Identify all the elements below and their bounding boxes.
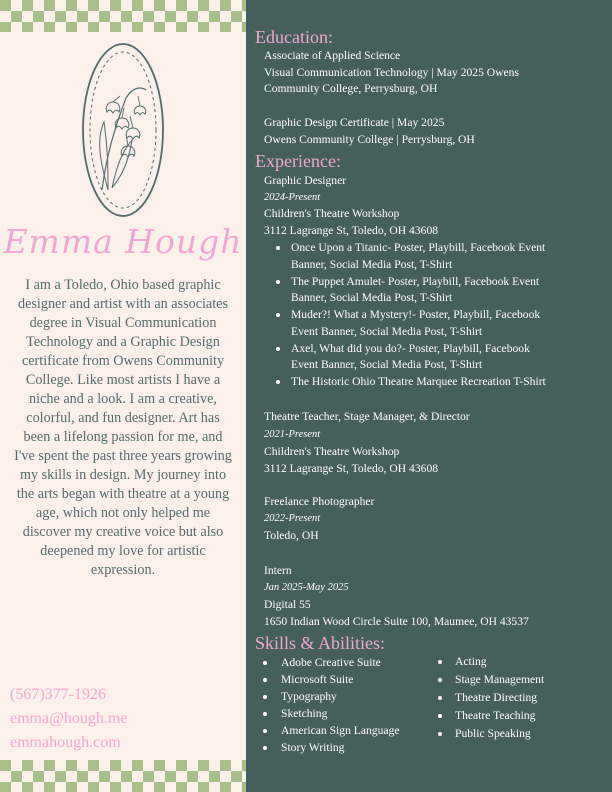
certificate-title: Graphic Design Certificate | May 2025 <box>264 116 445 129</box>
skill-item: Public Speaking <box>455 727 531 740</box>
bullet-dot <box>438 696 442 700</box>
checker-square <box>110 782 121 792</box>
checker-square <box>154 760 165 771</box>
checker-square <box>121 22 132 32</box>
checker-square <box>231 11 242 22</box>
checker-square <box>154 22 165 32</box>
job-org: Digital 55 <box>264 598 311 611</box>
checker-square <box>77 22 88 32</box>
checker-square <box>55 0 66 11</box>
list-item-continuation: Banner, Social Media Post, T-Shirt <box>291 258 453 271</box>
checker-square <box>132 760 143 771</box>
checker-square <box>11 22 22 32</box>
list-item-continuation: Banner, Social Media Post, T-Shirt <box>291 291 453 304</box>
checker-square <box>44 771 55 782</box>
experience-heading: Experience: <box>255 151 341 171</box>
list-item: Axel, What did you do?- Poster, Playbill, Facebook <box>291 342 530 355</box>
checker-square <box>44 11 55 22</box>
checker-square <box>110 771 121 782</box>
checker-square <box>154 11 165 22</box>
job-dates: 2021-Present <box>264 429 321 440</box>
list-item: Muder?! What a Mystery!- Poster, Playbill, Facebook <box>291 308 541 321</box>
skill-item: Theatre Directing <box>455 691 538 704</box>
checker-square <box>187 771 198 782</box>
checker-square <box>143 771 154 782</box>
checker-square <box>187 11 198 22</box>
sidebar <box>0 0 246 792</box>
bio-paragraph: I am a Toledo, Ohio based graphic designer and artist with an associates degree in Visual Communication Technology and a Graphic Design certificate from Owens Community College. Like most artists I have a niche and a look. I am a creative, colorful, and fun designer. Art has been a lifelong passion for me, and I've spent the past three years growing my skills in design. My journey into the arts began with theatre at a young age, which not only helped me discover my creative voice but also deepened my love for artistic expression. <box>14 277 232 578</box>
skill-item: Microsoft Suite <box>281 673 354 686</box>
checker-square <box>66 771 77 782</box>
skill-item: Stage Management <box>455 673 545 686</box>
checker-square <box>99 22 110 32</box>
degree-detail: Visual Communication Technology | May 2025 Owens <box>264 66 519 79</box>
checker-square <box>209 782 220 792</box>
checker-square <box>231 782 242 792</box>
checker-square <box>187 760 198 771</box>
job-title: Graphic Designer <box>264 174 347 187</box>
job-location: 3112 Lagrange St, Toledo, OH 43608 <box>264 224 439 237</box>
bullet-dot <box>438 660 442 664</box>
job-location: 1650 Indian Wood Circle Suite 100, Maumee, OH 43537 <box>264 615 529 628</box>
checker-square <box>33 0 44 11</box>
checker-square <box>55 760 66 771</box>
checker-square <box>165 771 176 782</box>
checker-square <box>66 782 77 792</box>
checker-square <box>22 0 33 11</box>
checker-square <box>143 22 154 32</box>
list-item: The Puppet Amulet- Poster, Playbill, Facebook Event <box>291 275 540 288</box>
checker-square <box>209 760 220 771</box>
checker-square <box>220 0 231 11</box>
checker-square <box>165 11 176 22</box>
job-dates: 2024-Present <box>264 192 321 203</box>
checker-square <box>165 760 176 771</box>
skills-heading: Skills & Abilities: <box>255 633 386 653</box>
job-dates: Jan 2025-May 2025 <box>264 582 349 593</box>
checker-square <box>88 0 99 11</box>
checker-square <box>143 782 154 792</box>
checker-square <box>77 11 88 22</box>
checker-square <box>99 11 110 22</box>
checker-square <box>165 0 176 11</box>
checker-square <box>99 0 110 11</box>
job-title: Intern <box>264 564 292 577</box>
checker-square <box>220 11 231 22</box>
checker-square <box>143 760 154 771</box>
checker-square <box>11 771 22 782</box>
checker-square <box>220 760 231 771</box>
checker-square <box>176 0 187 11</box>
checker-square <box>33 771 44 782</box>
checker-square <box>165 22 176 32</box>
bullet-dot <box>263 661 267 665</box>
checker-square <box>198 760 209 771</box>
checker-square <box>231 771 242 782</box>
list-item-continuation: Event Banner, Social Media Post, T-Shirt <box>291 358 483 371</box>
checker-square <box>187 0 198 11</box>
checker-square <box>110 11 121 22</box>
checker-square <box>99 760 110 771</box>
checker-square <box>88 782 99 792</box>
checker-square <box>209 0 220 11</box>
checker-square <box>176 11 187 22</box>
checker-square <box>55 11 66 22</box>
checker-square <box>0 771 11 782</box>
job-org: Toledo, OH <box>264 529 319 542</box>
checker-square <box>198 0 209 11</box>
checker-square <box>55 771 66 782</box>
person-name: Emma Hough <box>3 222 243 261</box>
checker-square <box>198 11 209 22</box>
job-location: 3112 Lagrange St, Toledo, OH 43608 <box>264 462 439 475</box>
checker-square <box>33 22 44 32</box>
checker-square <box>22 771 33 782</box>
skill-item: Acting <box>455 655 487 668</box>
certificate-detail: Owens Community College | Perrysburg, OH <box>264 133 475 146</box>
checker-square <box>198 22 209 32</box>
skill-item: Sketching <box>281 707 328 720</box>
checker-square <box>209 11 220 22</box>
checker-square <box>187 22 198 32</box>
checker-square <box>11 782 22 792</box>
checker-square <box>77 760 88 771</box>
checker-square <box>22 760 33 771</box>
job-title: Theatre Teacher, Stage Manager, & Director <box>264 410 470 423</box>
checker-square <box>88 22 99 32</box>
checker-square <box>88 11 99 22</box>
degree-detail: Community College, Perrysburg, OH <box>264 82 438 95</box>
checker-square <box>121 0 132 11</box>
checker-square <box>220 22 231 32</box>
checker-square <box>22 22 33 32</box>
checker-square <box>231 22 242 32</box>
checker-square <box>220 782 231 792</box>
bullet-dot <box>276 313 280 317</box>
checker-square <box>66 0 77 11</box>
checker-square <box>176 771 187 782</box>
checker-square <box>22 11 33 22</box>
checker-square <box>44 760 55 771</box>
checker-square <box>44 0 55 11</box>
bullet-dot <box>438 732 442 736</box>
checker-square <box>11 11 22 22</box>
checker-square <box>110 0 121 11</box>
checker-border-bottom <box>0 760 246 792</box>
lily-of-the-valley-oval-emblem-icon <box>78 40 168 220</box>
checker-square <box>99 782 110 792</box>
checker-square <box>121 771 132 782</box>
skill-item: Typography <box>281 690 337 703</box>
checker-square <box>11 0 22 11</box>
checker-square <box>77 771 88 782</box>
list-item: The Historic Ohio Theatre Marquee Recreation T-Shirt <box>291 375 546 388</box>
education-heading: Education: <box>255 27 333 47</box>
checker-square <box>88 760 99 771</box>
checker-square <box>132 0 143 11</box>
checker-square <box>33 782 44 792</box>
checker-square <box>55 22 66 32</box>
checker-square <box>11 760 22 771</box>
checker-square <box>165 782 176 792</box>
degree-title: Associate of Applied Science <box>264 49 401 62</box>
checker-square <box>0 0 11 11</box>
job-org: Children's Theatre Workshop <box>264 207 400 220</box>
skill-item: Adobe Creative Suite <box>281 656 381 669</box>
checker-square <box>209 771 220 782</box>
bullet-dot <box>263 678 267 682</box>
checker-square <box>33 760 44 771</box>
checker-square <box>132 771 143 782</box>
bullet-dot <box>276 347 280 351</box>
checker-square <box>66 11 77 22</box>
checker-square <box>55 782 66 792</box>
checker-square <box>0 11 11 22</box>
checker-square <box>66 22 77 32</box>
checker-square <box>110 22 121 32</box>
checker-square <box>132 22 143 32</box>
checker-square <box>187 782 198 792</box>
job-dates: 2022-Present <box>264 513 321 524</box>
checker-square <box>176 22 187 32</box>
list-item-continuation: Event Banner, Social Media Post, T-Shirt <box>291 325 483 338</box>
checker-square <box>44 22 55 32</box>
checker-square <box>176 760 187 771</box>
checker-square <box>66 760 77 771</box>
skill-item: American Sign Language <box>281 724 400 737</box>
checker-square <box>154 782 165 792</box>
checker-border-top <box>0 0 246 32</box>
checker-square <box>0 782 11 792</box>
checker-square <box>176 782 187 792</box>
email-link[interactable]: emma@hough.me <box>10 710 128 727</box>
checker-square <box>22 782 33 792</box>
checker-square <box>0 22 11 32</box>
checker-square <box>33 11 44 22</box>
bullet-dot <box>276 380 280 384</box>
checker-square <box>110 760 121 771</box>
checker-square <box>198 782 209 792</box>
checker-square <box>132 782 143 792</box>
checker-square <box>121 782 132 792</box>
checker-square <box>77 0 88 11</box>
bullet-dot <box>263 729 267 733</box>
checker-square <box>143 11 154 22</box>
list-item: Once Upon a Titanic- Poster, Playbill, Facebook Event <box>291 241 546 254</box>
checker-square <box>154 0 165 11</box>
website-link[interactable]: emmahough.com <box>10 734 121 751</box>
checker-square <box>231 760 242 771</box>
job-title: Freelance Photographer <box>264 495 375 508</box>
checker-square <box>77 782 88 792</box>
bullet-dot <box>276 280 280 284</box>
checker-square <box>121 760 132 771</box>
checker-square <box>231 0 242 11</box>
bullet-dot <box>263 746 267 750</box>
checker-square <box>209 22 220 32</box>
checker-square <box>132 11 143 22</box>
checker-square <box>0 760 11 771</box>
checker-square <box>143 0 154 11</box>
checker-square <box>99 771 110 782</box>
checker-square <box>44 782 55 792</box>
bullet-dot <box>438 714 442 718</box>
skill-item: Theatre Teaching <box>455 709 536 722</box>
checker-square <box>198 771 209 782</box>
checker-square <box>220 771 231 782</box>
checker-square <box>154 771 165 782</box>
phone-link[interactable]: (567)377-1926 <box>10 686 106 703</box>
job-org: Children's Theatre Workshop <box>264 445 400 458</box>
skill-item: Story Writing <box>281 741 345 754</box>
bullet-dot <box>438 678 442 682</box>
bullet-dot <box>263 695 267 699</box>
bullet-dot <box>276 246 280 250</box>
bullet-dot <box>263 712 267 716</box>
checker-square <box>121 11 132 22</box>
checker-square <box>88 771 99 782</box>
